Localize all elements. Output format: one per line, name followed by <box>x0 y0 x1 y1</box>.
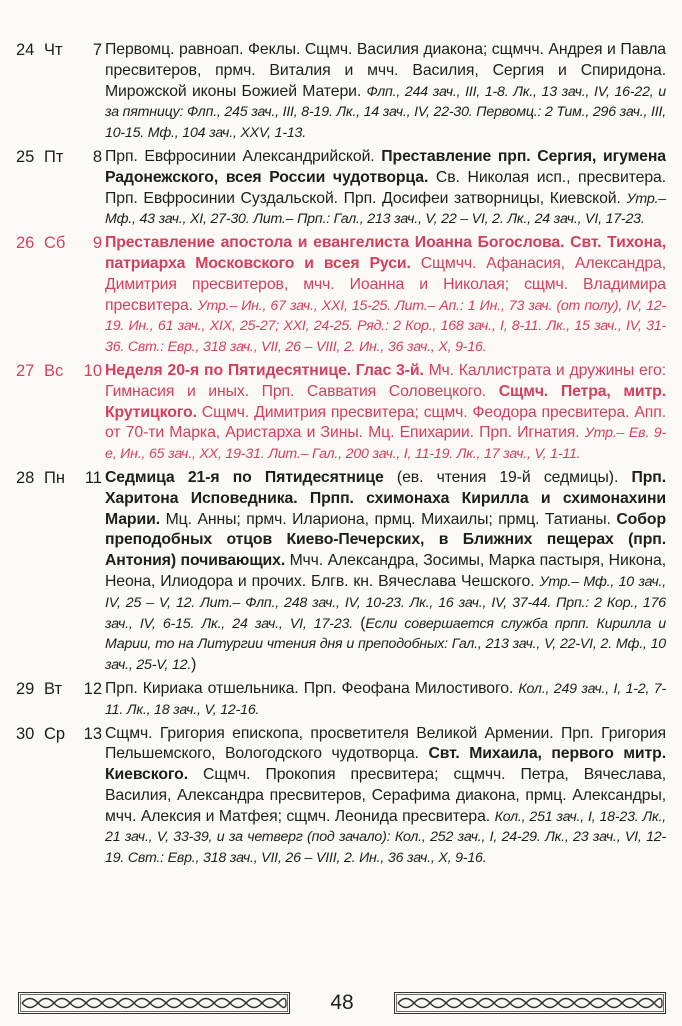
entry-text <box>105 147 666 230</box>
page-footer <box>18 988 666 1018</box>
calendar-entry <box>16 147 666 230</box>
calendar-entry <box>16 233 666 358</box>
calendar-entry <box>16 679 666 721</box>
feast-name-bold: Неделя 20-я по Пятидесятнице. Глас 3-й. <box>105 361 424 379</box>
entry-day: 24 <box>16 41 35 59</box>
entry-old-style-day: 12 <box>83 679 102 698</box>
scripture-reading: Утр.– Мф., 10 зач., IV, 25 – V, 12. Лит.– Флп., 248 зач., IV, 10-23. Лк., 16 зач., IV, 37-44. Прп.: 2 Кор., 176 зач., IV, 6-15. Лк., 24 зач., VI, 17-23. <box>105 573 666 632</box>
commemoration-text: Прп. Евфросинии Александрийской. <box>105 147 382 165</box>
entry-weekday: Вт <box>44 679 63 698</box>
entry-date <box>16 147 105 230</box>
feast-name-bold: Собор преподобных отцов Киево-Печерских, в Ближних пещерах (прп. Антония) почивающих. <box>105 510 666 570</box>
entry-weekday: Ср <box>44 724 66 743</box>
entry-day: 25 <box>16 147 35 166</box>
commemoration-text: Мчч. Александра, Зосимы, Марка пастыря, Никона, Неона, Илиодора и прочих. Блгв. кн. Вячеслава Чешского. <box>105 552 666 590</box>
entry-text <box>105 724 666 870</box>
calendar-entry <box>16 724 666 870</box>
feast-name-bold: Преставление апостола и евангелиста Иоанна Богослова. Свт. Тихона, патриарха Московского и всея Руси. <box>105 234 666 272</box>
entry-date <box>16 361 105 465</box>
commemoration-text: (ев. чтения 19-й седмицы). <box>383 468 632 486</box>
entry-text <box>105 233 666 358</box>
entry-old-style-day: 7 <box>92 41 102 59</box>
entry-weekday: Сб <box>44 234 66 253</box>
entry-old-style-day: 11 <box>84 468 102 487</box>
scripture-reading: Утр.– Ин., 67 зач., XXI, 15-25. Лит.– Ап.: 1 Ин., 73 зач. (от полу), IV, 12-19. Ин., 61 зач., XIX, 25-27; XXI, 24-25. Ряд.: 2 Кор., 168 зач., I, 8-11. Лк., 15 зач., IV, 31-36. Свт.: Евр., 318 зач., VII, 26 – VIII, 2. Ин., 36 зач., X, 9-16. <box>105 297 666 356</box>
commemoration-text: Прп. Кириака отшельника. Прп. Феофана Милостивого. <box>105 679 519 697</box>
commemoration-text: ( <box>360 614 366 632</box>
feast-name-bold: Сщмч. Петра, митр. Крутицкого. <box>105 382 667 421</box>
entry-weekday: Пт <box>44 147 64 166</box>
entry-day: 26 <box>16 234 35 253</box>
commemoration-text: Сщмчч. Афанасия, Александра, Димитрия пресвитеров, мчч. Иоанна и Николая; сщмч. Владимира пресвитера. <box>105 254 666 314</box>
entry-date <box>16 468 105 676</box>
commemoration-text: ) <box>191 656 197 674</box>
calendar-entry <box>16 468 666 676</box>
entry-old-style-day: 10 <box>83 361 102 380</box>
scripture-reading: Кол., 251 зач., I, 18-23. Лк., 21 зач., V, 33-39, и за четверг (под зачало): Кол., 252 зач., I, 24-29. Лк., 23 зач., VI, 12-19. Свт.: Евр., 318 зач., VII, 26 – VIII, 2. Ин., 36 зач., X, 9-16. <box>105 808 666 867</box>
entry-date <box>16 40 105 144</box>
braided-ornament-right <box>394 992 666 1014</box>
commemoration-text: Св. Николая исп., пресвитера. Прп. Евфросинии Суздальской. Прп. Досифеи затворницы, Киевской. <box>105 168 666 207</box>
entry-day: 27 <box>16 361 35 380</box>
page-number: 48 <box>330 991 354 1014</box>
scripture-reading: Если совершается служба прпп. Кирилла и Марии, то на Литургии чтения дня и преподобных: Гал., 213 зач., V, 22-VI, 2. Мф., 10 зач., 25-V, 12. <box>105 615 666 674</box>
commemoration-text: Сщмч. Григория епископа, просветителя Великой Армении. Прп. Григория Пельшемского, Вологодского чудотворца. <box>105 724 666 763</box>
entry-text <box>105 40 666 144</box>
entry-old-style-day: 9 <box>92 234 102 253</box>
scripture-reading: Кол., 249 зач., I, 1-2, 7-11. Лк., 18 зач., V, 12-16. <box>105 680 666 718</box>
calendar-entries <box>16 40 666 872</box>
entry-day: 29 <box>16 679 35 698</box>
entry-date <box>16 233 105 358</box>
calendar-entry <box>16 40 666 144</box>
feast-name-bold: Седмица 21-я по Пятидесятнице <box>105 468 384 486</box>
scripture-reading: Утр.– Мф., 43 зач., XI, 27-30. Лит.– Прп.: Гал., 213 зач., V, 22 – VI, 2. Лк., 24 зач., VI, 17-23. <box>105 190 666 228</box>
scripture-reading: Утр.– Ев. 9-е, Ин., 65 зач., XX, 19-31. Лит.– Гал., 200 зач., I, 11-19. Лк., 17 зач., V, 1-11. <box>105 425 667 463</box>
entry-text <box>105 468 666 676</box>
entry-date <box>16 679 105 721</box>
feast-name-bold: Прп. Харитона Исповедника. Прпп. схимонаха Кирилла и схимонахини Марии. <box>105 468 666 528</box>
commemoration-text: Мч. Каллистрата и дружины его: Гимнасия и иных. Прп. Савватия Соловецкого. <box>105 361 666 400</box>
scripture-reading: Флп., 244 зач., III, 1-8. Лк., 13 зач., IV, 16-22, и за пятницу: Флп., 245 зач., III, 8-19. Лк., 14 зач., IV, 22-30. Первомц.: 2 Тим., 296 зач., III, 10-15. Мф., 104 зач., XXV, 1-13. <box>105 83 666 142</box>
entry-old-style-day: 13 <box>83 724 102 743</box>
feast-name-bold: Свт. Михаила, первого митр. Киевского. <box>105 745 666 784</box>
entry-day: 30 <box>16 724 35 743</box>
entry-date <box>16 724 105 870</box>
commemoration-text: Мц. Анны; прмч. Илариона, прмц. Михаилы; прмц. Татианы. <box>160 510 617 528</box>
entry-day: 28 <box>16 468 35 487</box>
entry-text <box>105 361 666 465</box>
feast-name-bold: Преставление прп. Сергия, игумена Радонежского, всея России чудотворца. <box>105 147 666 186</box>
entry-weekday: Вс <box>44 361 64 380</box>
calendar-entry <box>16 361 666 465</box>
commemoration-text: Сщмч. Прокопия пресвитера; сщмчч. Петра, Вячеслава, Василия, Александра пресвитеров, Серафима диакона, прмц. Александры, мчч. Алексия и Матфея; сщмч. Леонида пресвитера. <box>105 766 666 825</box>
entry-old-style-day: 8 <box>92 147 102 166</box>
commemoration-text: Первомц. равноап. Феклы. Сщмч. Василия диакона; сщмчч. Андрея и Павла пресвитеров, прмч. Виталия и мчч. Василия, Сергия и Спиридона. Мирожской иконы Божией Матери. <box>105 41 666 100</box>
entry-weekday: Чт <box>44 41 63 59</box>
entry-weekday: Пн <box>44 468 65 487</box>
entry-text <box>105 679 666 721</box>
commemoration-text: Сщмч. Димитрия пресвитера; сщмч. Феодора пресвитера. Апп. от 70-ти Марка, Аристарха и Зины. Мц. Епихарии. Прп. Игнатия. <box>105 403 666 442</box>
